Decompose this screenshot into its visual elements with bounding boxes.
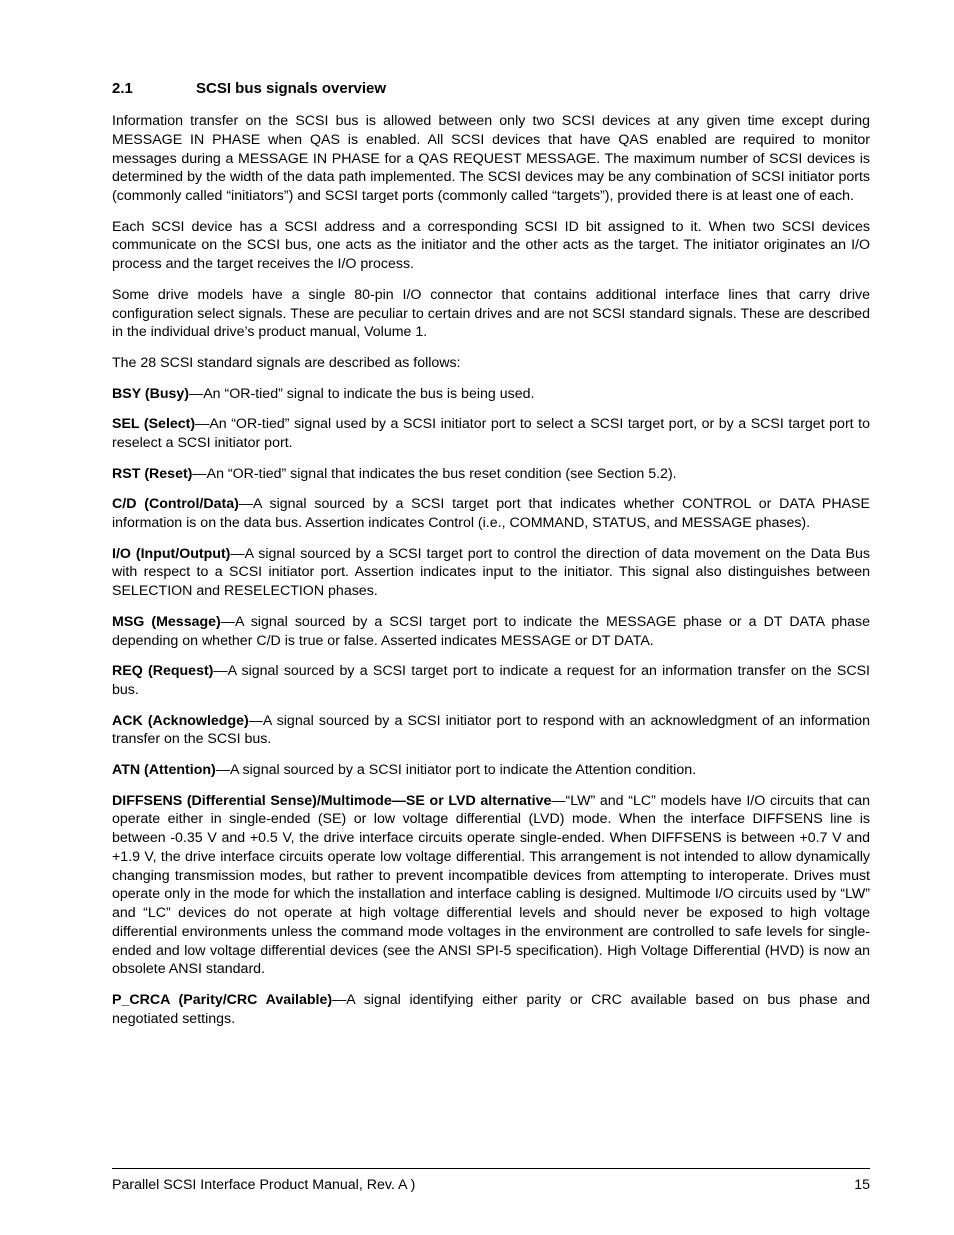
footer-divider <box>112 1168 870 1169</box>
signal-definition <box>112 545 870 601</box>
paragraph-address: Each SCSI device has a SCSI address and a corresponding SCSI ID bit assigned to it. When two SCSI devices communicate on the SCSI bus, one acts as the initiator and the other acts as the target. The initiator originates an I/O process and the target receives the I/O process. <box>112 218 870 273</box>
signal-description: —A signal sourced by a SCSI target port to control the direction of data movement on the Data Bus with respect to a SCSI initiator port. Assertion indicates input to the initiator. This signal also distinguishes between SELECTION and RESELECTION phases. <box>112 545 871 600</box>
signal-definition <box>112 415 870 453</box>
signal-term: ACK (Acknowledge) <box>112 712 249 729</box>
signal-term: SEL (Select) <box>112 416 196 433</box>
signal-term: MSG (Message) <box>112 613 221 630</box>
signal-term: P_CRCA (Parity/CRC Available) <box>112 991 333 1008</box>
signal-description: —A signal sourced by a SCSI initiator port to respond with an acknowledgment of an information transfer on the SCSI bus. <box>112 712 871 748</box>
signal-description: —“LW” and “LC” models have I/O circuits that can operate either in single-ended (SE) or low voltage differential (LVD) mode. When the interface DIFFSENS line is between -0.35 V and +0.5 V, the drive interface circuits operate single-ended. When DIFFSENS is between +0.7 V and +1.9 V, the drive interface circuits operate low voltage differential. This arrangement is not intended to allow dynamically changing transmission modes, but rather to prevent incompatible devices from attempting to interoperate. Drives must operate only in the mode for which the installation and interface cabling is designed. Multimode I/O circuits used by “LW” and “LC” devices do not operate at high voltage differential levels and should never be exposed to high voltage differential environments unless the command mode voltages in the environment are controlled to safe levels for single-ended and low voltage differential devices (see the ANSI SPI-5 specification). High Voltage Differential (HVD) is now an obsolete ANSI standard. <box>112 792 870 978</box>
signal-description: —A signal sourced by a SCSI initiator port to indicate the Attention condition. <box>215 761 697 778</box>
signal-definition <box>112 712 870 750</box>
page-number: 15 <box>854 1177 870 1193</box>
signal-description: —An “OR-tied” signal to indicate the bus is being used. <box>189 385 535 402</box>
signal-description: —An “OR-tied” signal that indicates the bus reset condition (see Section 5.2). <box>192 465 677 482</box>
signal-description: —A signal sourced by a SCSI target port to indicate a request for an information transfer on the SCSI bus. <box>112 663 870 698</box>
signal-definition <box>112 991 870 1029</box>
document-body <box>112 112 870 1040</box>
section-heading <box>112 80 386 98</box>
footer-title: Parallel SCSI Interface Product Manual, Rev. A ) <box>112 1177 416 1193</box>
signal-description: —A signal identifying either parity or CRC available based on bus phase and negotiated settings. <box>112 991 871 1027</box>
paragraph-drive-models: Some drive models have a single 80-pin I/O connector that contains additional interface lines that carry drive configuration select signals. These are peculiar to certain drives and are not SCSI standard signals. These are described in the individual drive’s product manual, Volume 1. <box>112 286 870 341</box>
signal-term: REQ (Request) <box>112 663 214 680</box>
section-title: SCSI bus signals overview <box>196 80 387 97</box>
signal-term: I/O (Input/Output) <box>112 545 231 562</box>
signal-definition <box>112 662 870 700</box>
signal-term: RST (Reset) <box>112 465 193 482</box>
signal-definition <box>112 465 870 484</box>
signal-term: C/D (Control/Data) <box>112 496 239 513</box>
signal-term: ATN (Attention) <box>112 761 216 778</box>
signal-term: BSY (Busy) <box>112 385 189 402</box>
paragraph-intro: Information transfer on the SCSI bus is allowed between only two SCSI devices at any given time except during MESSAGE IN PHASE when QAS is enabled. All SCSI devices that have QAS enabled are required to monitor messages during a MESSAGE IN PHASE for a QAS REQUEST MESSAGE. The maximum number of SCSI devices is determined by the width of the data path implemented. The SCSI devices may be any combination of SCSI initiator ports (commonly called “initiators”) and SCSI target ports (commonly called “targets”), provided there is at least one of each. <box>112 113 870 204</box>
signal-definition <box>112 761 870 780</box>
signal-description: —A signal sourced by a SCSI target port that indicates whether CONTROL or DATA PHASE information is on the data bus. Assertion indicates Control (i.e., COMMAND, STATUS, and MESSAGE phases). <box>112 496 870 531</box>
signal-description: —A signal sourced by a SCSI target port to indicate the MESSAGE phase or a DT DATA phase depending on whether C/D is true or false. Asserted indicates MESSAGE or DT DATA. <box>112 613 870 649</box>
paragraph-signals-intro: The 28 SCSI standard signals are described as follows: <box>112 354 461 371</box>
signal-definition <box>112 613 870 651</box>
signal-definition <box>112 385 870 404</box>
signal-term: DIFFSENS (Differential Sense)/Multimode—SE or LVD alternative <box>112 792 552 809</box>
signal-definition <box>112 495 870 533</box>
signal-definition <box>112 792 870 980</box>
section-number: 2.1 <box>112 80 133 97</box>
signal-description: —An “OR-tied” signal used by a SCSI initiator port to select a SCSI target port, or by a SCSI target port to reselect a SCSI initiator port. <box>112 416 870 451</box>
